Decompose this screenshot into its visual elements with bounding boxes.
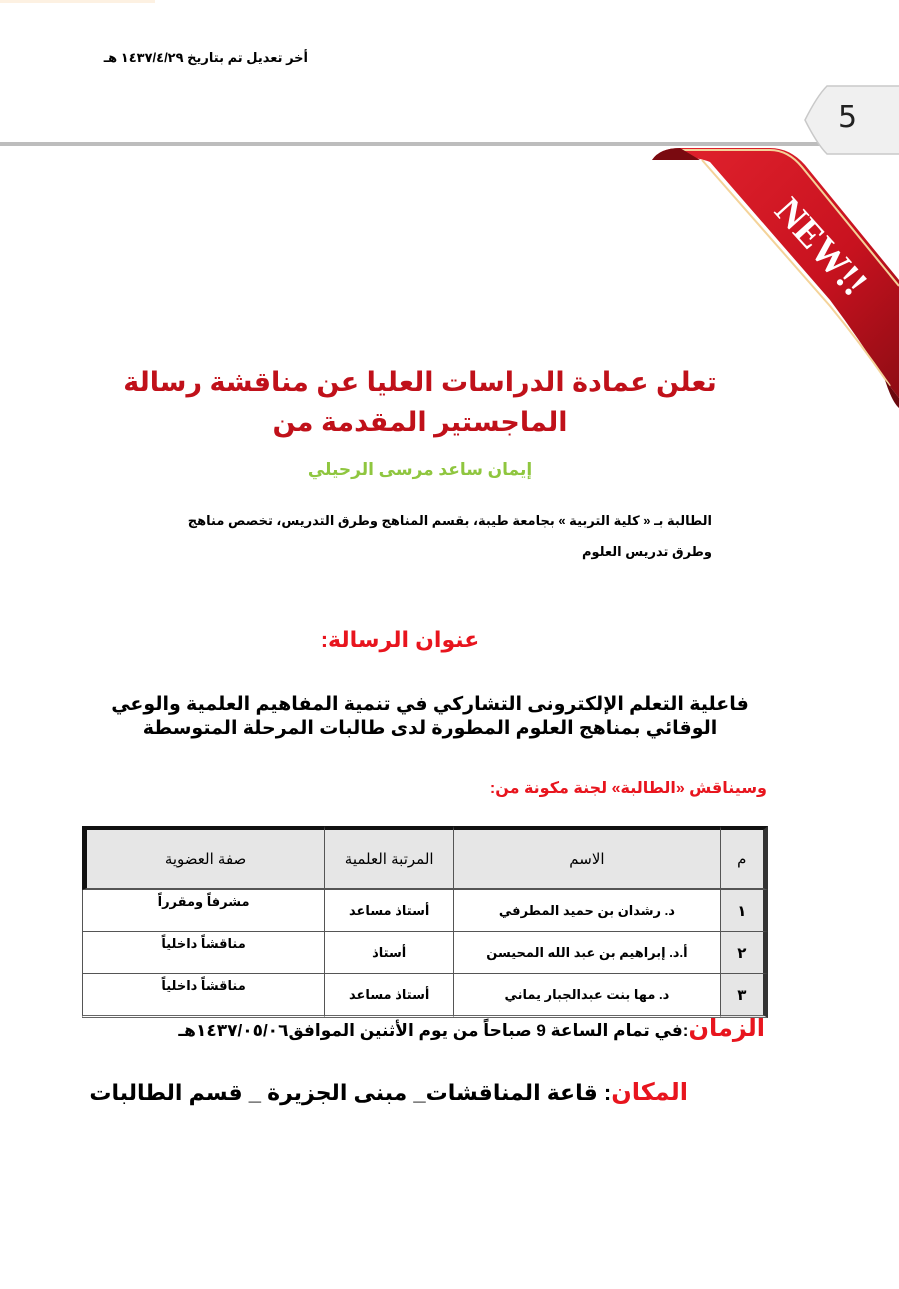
table-row [82, 932, 768, 974]
member-rank: أستاذ مساعد [324, 974, 453, 1018]
thesis-heading: عنوان الرسالة: [320, 627, 480, 652]
page-number: 5 [838, 100, 858, 135]
column-header-membership: صفة العضوية [82, 826, 324, 890]
table-row [82, 890, 768, 932]
last-modified-note: أخر تعديل تم بتاريخ ١٤٣٧/٤/٢٩ هـ [103, 50, 308, 65]
committee-intro: وسيناقش «الطالبة» لجنة مكونة من: [489, 780, 767, 797]
member-rank: أستاذ [324, 932, 453, 974]
table-header-row [82, 826, 768, 890]
place-label: المكان [611, 1079, 688, 1106]
member-name: د. رشدان بن حميد المطرفي [453, 890, 719, 932]
member-name: د. مها بنت عبدالجبار يماني [453, 974, 719, 1018]
announcement-title: تعلن عمادة الدراسات العليا عن مناقشة رسالة الماجستير المقدمة من [123, 367, 717, 437]
thesis-title: فاعلية التعلم الإلكترونى التشاركي في تنمية المفاهيم العلمية والوعي الوقائي بمناهج العلوم المطورة لدى طالبات المرحلة المتوسطة [111, 694, 749, 739]
column-header-name: الاسم [453, 826, 719, 890]
row-number: ٢ [720, 932, 768, 974]
ribbon-label: NEW!! [766, 189, 876, 305]
student-name: إيمان ساعد مرسى الرحيلي [307, 460, 533, 479]
student-info: الطالبة بـ « كلية التربية » بجامعة طيبة، بقسم المناهج وطرق التدريس، تخصص مناهج وطرق تدريس العلوم [187, 513, 712, 559]
schedule-time [150, 1014, 765, 1043]
table-row [82, 974, 768, 1018]
place-value: قاعة المناقشات_ مبنى الجزيرة _ قسم الطالبات [89, 1080, 598, 1105]
column-header-rank: المرتبة العلمية [324, 826, 453, 890]
row-number: ٣ [720, 974, 768, 1018]
time-value: في تمام الساعة 9 صباحاً من يوم الأثنين الموافق١٤٣٧/٠٥/٠٦هـ [178, 1021, 683, 1040]
committee-table [82, 826, 768, 1018]
member-role: مناقشاً داخلياً [82, 932, 324, 974]
schedule-place [89, 1078, 688, 1107]
row-number: ١ [720, 890, 768, 932]
time-colon: : [682, 1021, 689, 1040]
member-role: مشرفاً ومقرراً [82, 890, 324, 932]
column-header-number: م [720, 826, 768, 890]
time-label: الزمان [688, 1015, 765, 1042]
member-name: أ.د. إبراهيم بن عبد الله المحيسن [453, 932, 719, 974]
member-role: مناقشاً داخلياً [82, 974, 324, 1018]
member-rank: أستاذ مساعد [324, 890, 453, 932]
top-edge-strip [0, 0, 155, 3]
place-colon: : [597, 1080, 612, 1105]
